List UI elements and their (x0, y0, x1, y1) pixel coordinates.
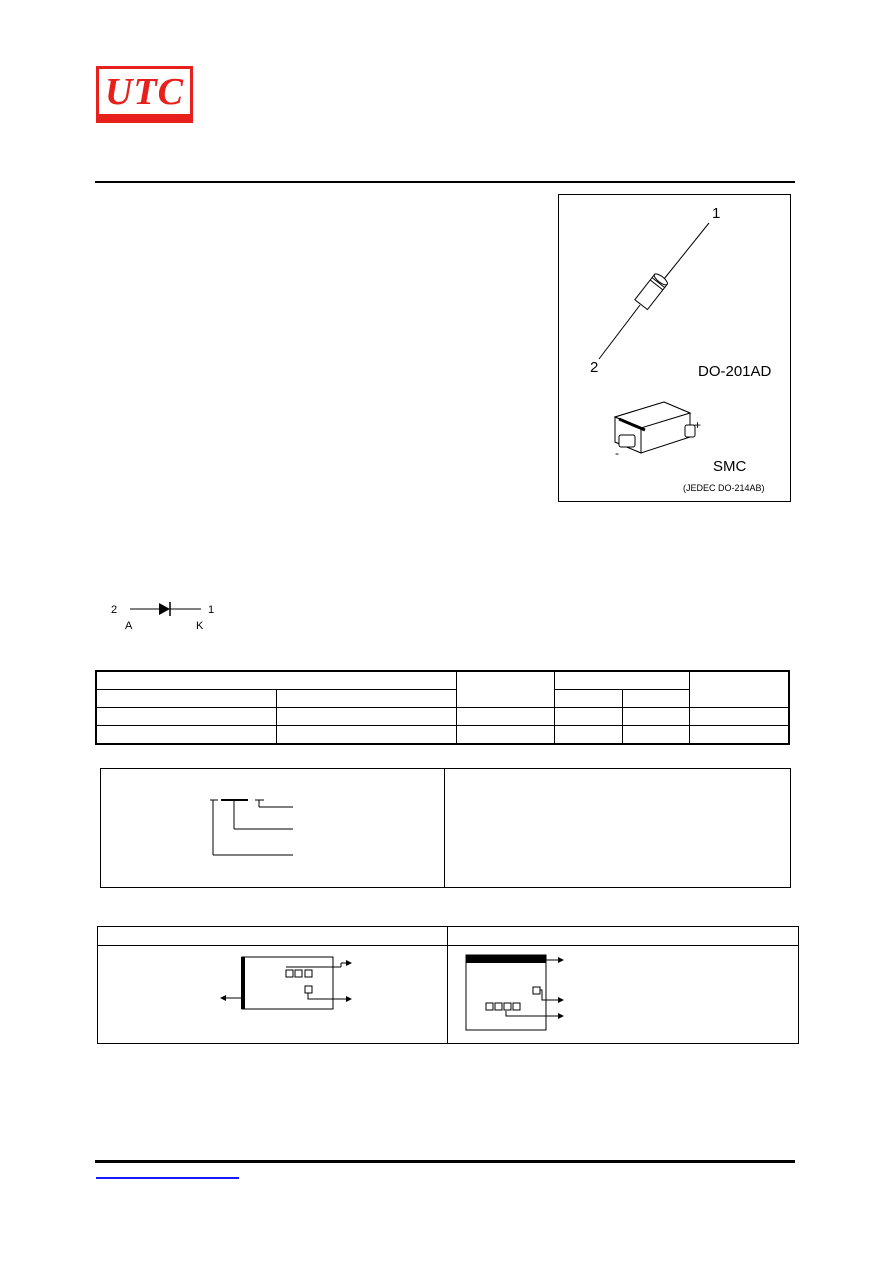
table-cell (689, 726, 789, 745)
smc-plus-label: + (694, 418, 702, 432)
symbol-cathode-label: K (196, 620, 204, 632)
table-subheader-row (96, 690, 789, 708)
table-row (96, 708, 789, 726)
table-cell (96, 726, 276, 745)
footer-website-link[interactable] (96, 1177, 239, 1179)
table-cell (555, 708, 623, 726)
table-cell (276, 726, 456, 745)
package-drawings (559, 195, 792, 503)
part-number-decode-diagram (200, 790, 300, 860)
axial-pin1-label: 1 (712, 205, 721, 222)
smc-marking-diagram (462, 952, 572, 1032)
table-cell (276, 690, 456, 708)
footer-rule (95, 1160, 795, 1163)
symbol-pin2-label: 2 (111, 604, 118, 616)
diode-symbol (105, 598, 225, 632)
utc-logo (96, 66, 193, 123)
ordering-info-table (95, 670, 790, 745)
table-cell (96, 671, 457, 690)
axial-pin2-label: 2 (590, 359, 599, 376)
table-cell (622, 726, 689, 745)
table-cell (555, 671, 690, 690)
logo-text: UTC (105, 70, 184, 113)
axial-package-name: DO-201AD (698, 363, 772, 380)
table-cell (276, 708, 456, 726)
table-cell (457, 671, 555, 708)
smc-minus-label: - (615, 446, 619, 460)
table-cell (96, 690, 276, 708)
table-row (96, 726, 789, 745)
axial-marking-diagram (220, 952, 360, 1014)
marking-info-box (97, 926, 799, 1044)
table-cell (689, 671, 789, 708)
symbol-anode-label: A (125, 620, 133, 632)
table-cell (622, 708, 689, 726)
symbol-pin1-label: 1 (208, 604, 215, 616)
marking-header-separator (97, 945, 799, 946)
table-header-row (96, 671, 789, 690)
table-cell (622, 690, 689, 708)
marking-column-divider (447, 926, 448, 1044)
axial-diode-drawing (599, 223, 709, 359)
package-outline-box (558, 194, 791, 502)
table-cell (555, 726, 623, 745)
part-number-box-divider (444, 768, 445, 888)
table-cell (689, 708, 789, 726)
table-cell (555, 690, 623, 708)
smc-package-name: SMC (713, 458, 747, 475)
table-cell (457, 726, 555, 745)
table-cell (96, 708, 276, 726)
smc-jedec-label: (JEDEC DO-214AB) (683, 483, 765, 493)
smc-package-drawing (615, 402, 695, 453)
header-rule (95, 181, 795, 183)
table-cell (457, 708, 555, 726)
